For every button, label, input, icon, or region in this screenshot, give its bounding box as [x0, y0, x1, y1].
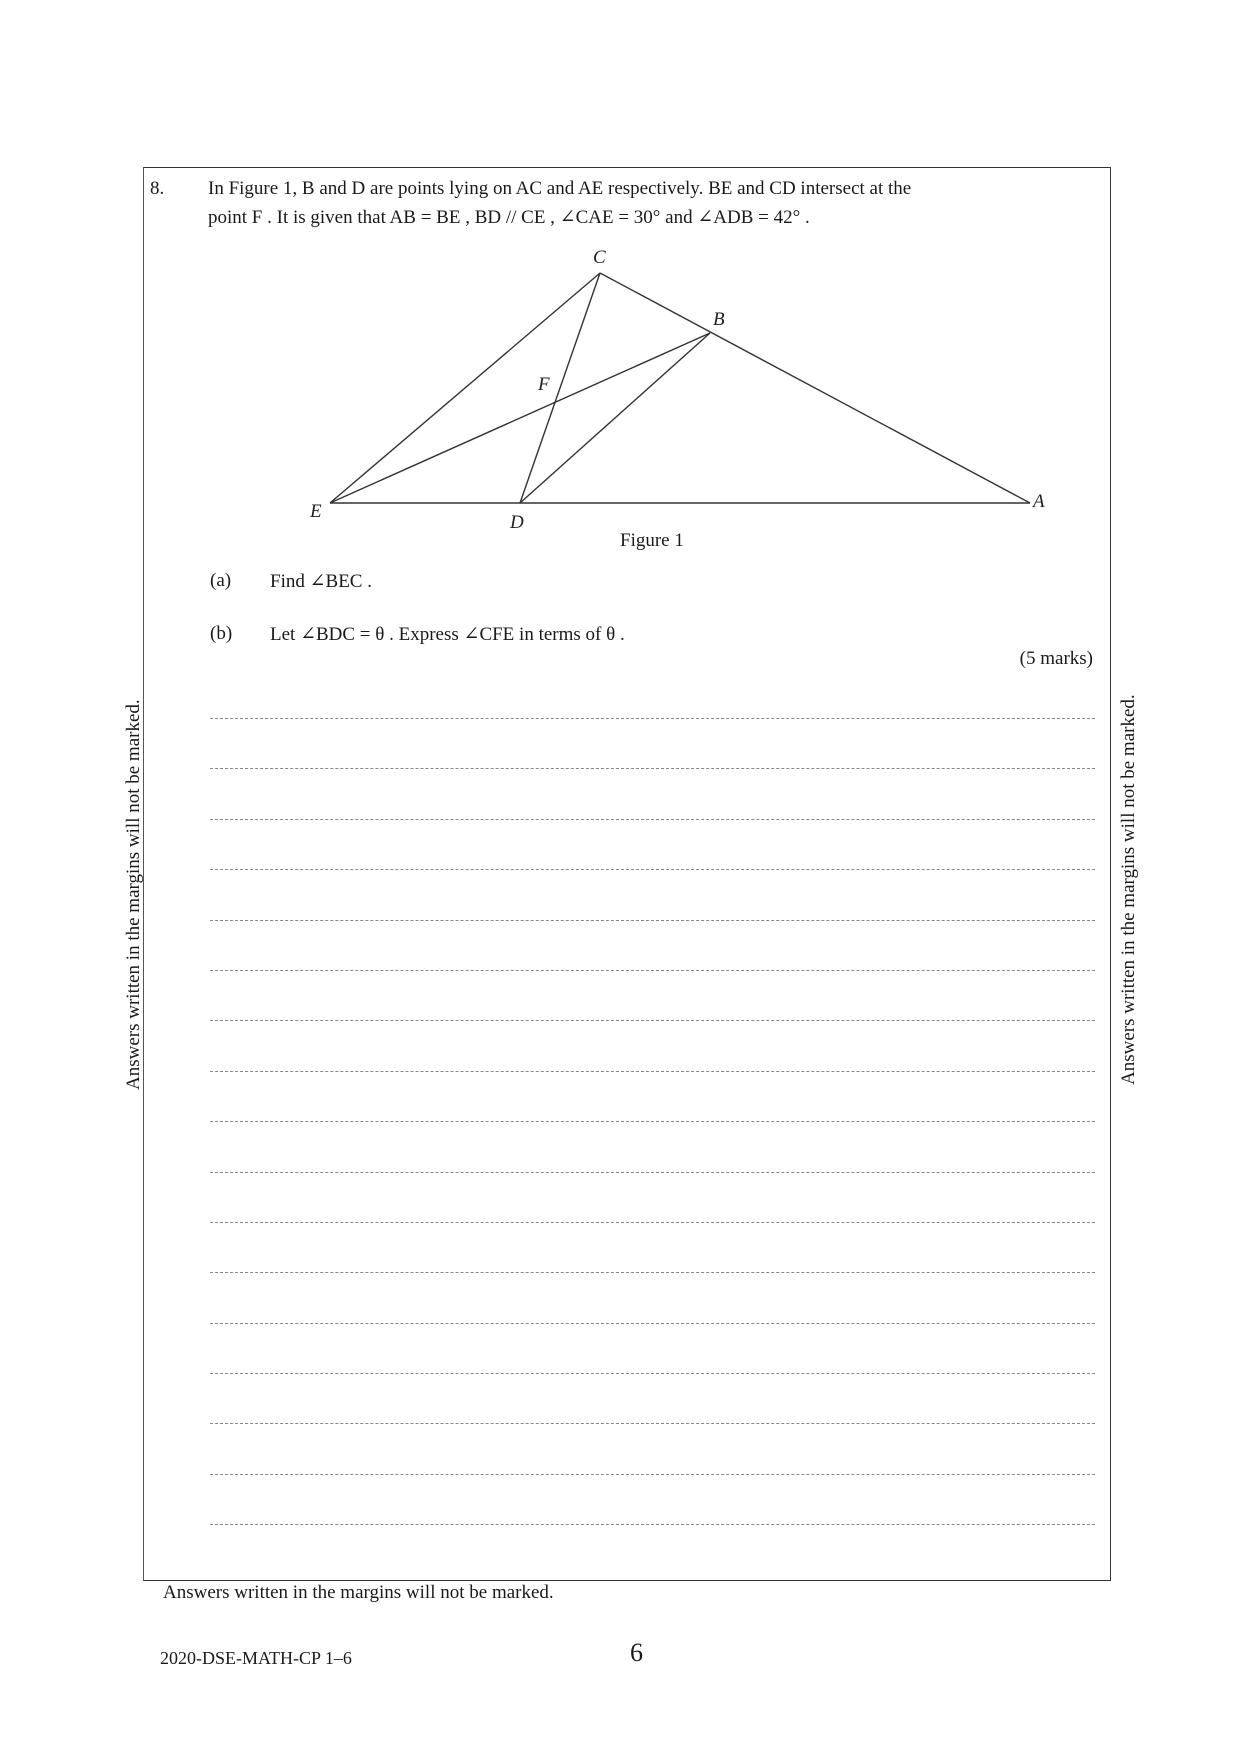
right-margin-note: Answers written in the margins will not be marked. [1118, 694, 1139, 1085]
label-b: B [713, 309, 725, 330]
part-b-label: (b) [210, 623, 233, 644]
answer-line[interactable] [210, 1373, 1095, 1374]
question-line-1: In Figure 1, B and D are points lying on AC and AE respectively. BE and CD intersect at the [208, 178, 912, 199]
question-line-2: point F . It is given that AB = BE , BD // CE , ∠CAE = 30° and ∠ADB = 42° . [208, 207, 810, 228]
answer-line[interactable] [210, 1172, 1095, 1173]
answer-line[interactable] [210, 819, 1095, 820]
answer-line[interactable] [210, 1020, 1095, 1021]
answer-line[interactable] [210, 1222, 1095, 1223]
label-a: A [1033, 491, 1045, 512]
label-d: D [510, 512, 524, 533]
segment-ca [600, 273, 1030, 503]
answer-lines [210, 718, 1095, 1575]
part-a-text: Find ∠BEC . [270, 571, 372, 592]
answer-line[interactable] [210, 1323, 1095, 1324]
question-text [208, 174, 1098, 232]
answer-line[interactable] [210, 869, 1095, 870]
label-f: F [538, 374, 550, 395]
segment-db [520, 333, 710, 503]
part-b-text: Let ∠BDC = θ . Express ∠CFE in terms of θ . [270, 624, 625, 645]
answer-line[interactable] [210, 1121, 1095, 1122]
figure-caption: Figure 1 [620, 530, 684, 551]
part-a-label: (a) [210, 570, 232, 591]
marks-allocation: (5 marks) [1019, 648, 1093, 669]
answer-line[interactable] [210, 768, 1095, 769]
paper-code: 2020-DSE-MATH-CP 1–6 [160, 1648, 352, 1668]
answer-line[interactable] [210, 718, 1095, 719]
question-number: 8. [150, 178, 165, 199]
page-number: 6 [630, 1638, 643, 1667]
answer-line[interactable] [210, 1474, 1095, 1475]
answer-line[interactable] [210, 1071, 1095, 1072]
answer-line[interactable] [210, 970, 1095, 971]
label-e: E [310, 501, 322, 522]
answer-line[interactable] [210, 1423, 1095, 1424]
bottom-margin-note: Answers written in the margins will not be marked. [163, 1582, 554, 1603]
answer-line[interactable] [210, 1524, 1095, 1525]
answer-line[interactable] [210, 1272, 1095, 1273]
left-margin-note: Answers written in the margins will not be marked. [123, 699, 144, 1090]
label-c: C [593, 247, 606, 268]
segment-eb [330, 333, 710, 503]
geometry-figure [300, 245, 1080, 545]
answer-line[interactable] [210, 920, 1095, 921]
